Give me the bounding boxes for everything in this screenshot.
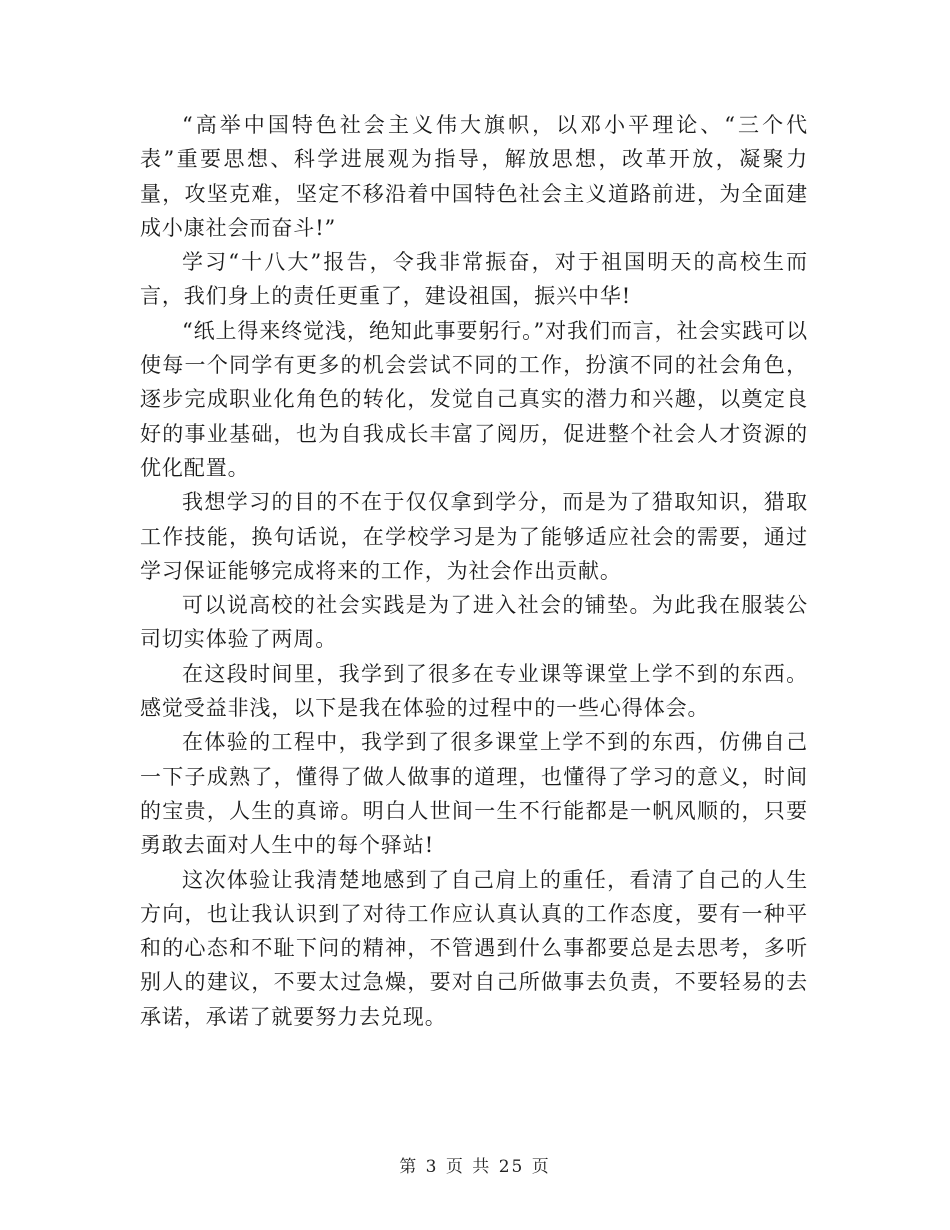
paragraph: 这次体验让我清楚地感到了自己肩上的重任，看清了自己的人生方向，也让我认识到了对待工作应认真认真的工作态度，要有一种平和的心态和不耻下问的精神，不管遇到什么事都要总是去思考，多听别人的建议，不要太过急燥，要对自己所做事去负责，不要轻易的去承诺，承诺了就要努力去兑现。: [140, 867, 808, 1029]
page-footer: [0, 1152, 950, 1177]
paragraph: “纸上得来终觉浅，绝知此事要躬行。”对我们而言，社会实践可以使每一个同学有更多的机会尝试不同的工作，扮演不同的社会角色，逐步完成职业化角色的转化，发觉自己真实的潜力和兴趣，以奠定良好的事业基础，也为自我成长丰富了阅历，促进整个社会人才资源的优化配置。: [140, 318, 808, 480]
footer-prefix: 第: [399, 1157, 419, 1177]
document-body: [140, 108, 808, 1034]
paragraph: 在这段时间里，我学到了很多在专业课等课堂上学不到的东西。感觉受益非浅，以下是我在体验的过程中的一些心得体会。: [140, 661, 808, 721]
current-page-number: 3: [425, 1157, 439, 1177]
total-pages-number: 25: [498, 1157, 525, 1177]
footer-suffix: 页: [531, 1157, 551, 1177]
paragraph: 在体验的工程中，我学到了很多课堂上学不到的东西，仿佛自己一下子成熟了，懂得了做人做事的道理，也懂得了学习的意义，时间的宝贵，人生的真谛。明白人世间一生不行能都是一帆风顺的，只要勇敢去面对人生中的每个驿站!: [140, 730, 808, 858]
paragraph: 可以说高校的社会实践是为了进入社会的铺垫。为此我在服装公司切实体验了两周。: [140, 593, 808, 652]
paragraph: “高举中国特色社会主义伟大旗帜，以邓小平理论、“三个代表”重要思想、科学进展观为指导，解放思想，改革开放，凝聚力量，攻坚克难，坚定不移沿着中国特色社会主义道路前进，为全面建成小康社会而奋斗!”: [140, 113, 808, 240]
footer-middle: 页 共: [445, 1157, 492, 1177]
paragraph: 我想学习的目的不在于仅仅拿到学分，而是为了猎取知识，猎取工作技能，换句话说，在学校学习是为了能够适应社会的需要，通过学习保证能够完成将来的工作，为社会作出贡献。: [140, 490, 808, 583]
paragraph: 学习“十八大”报告，令我非常振奋，对于祖国明天的高校生而言，我们身上的责任更重了，建设祖国，振兴中华!: [140, 250, 808, 309]
